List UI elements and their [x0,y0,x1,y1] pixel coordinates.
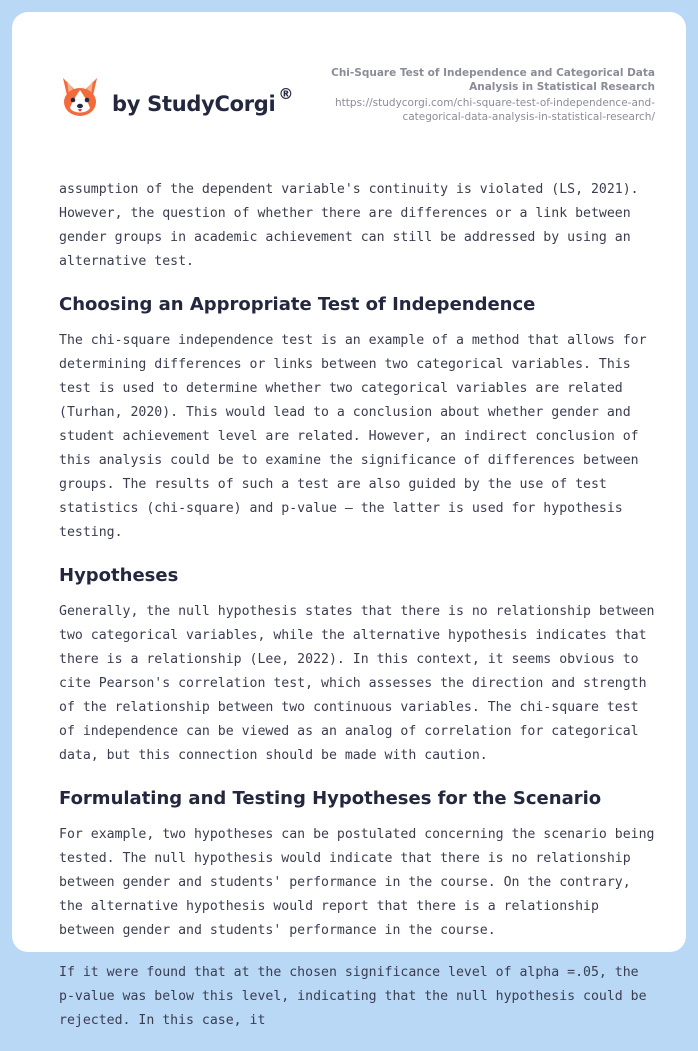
paragraph-choosing-test: The chi-square independence test is an example of a method that allows for determining differences or links between two categorical variables. This test is used to determine whether two categorical variables are related (Turhan, 2020). This would lead to a conclusion about whether gender and student achievement level are related. However, an indirect conclusion of this analysis could be to examine the significance of differences between groups. The results of such a test are also guided by the use of test statistics (chi-square) and p-value — the latter is used for hypothesis testing. [59,333,647,540]
document-body [59,178,659,1051]
studycorgi-logo[interactable] [60,76,293,120]
paragraph-formulating-1: For example, two hypotheses can be postulated concerning the scenario being tested. The null hypothesis would indicate that there is no relationship between gender and students' performance in the course. On the contrary, the alternative hypothesis would report that there is a relationship between gender and students' performance in the course. [59,827,655,938]
paragraph-hypotheses: Generally, the null hypothesis states that there is no relationship between two categorical variables, while the alternative hypothesis indicates that there is a relationship (Lee, 2022). In this context, it seems obvious to cite Pearson's correlation test, which assesses the direction and strength of the relationship between two continuous variables. The chi-square test of independence can be viewed as an analog of correlation for categorical data, but this connection should be made with caution. [59,604,655,763]
section-heading-formulating: Formulating and Testing Hypotheses for the Scenario [59,788,602,809]
document-url-link[interactable]: https://studycorgi.com/chi-square-test-of-independence-and- categorical-data-analysis-in-statistical-research/ [335,97,655,123]
intro-paragraph: assumption of the dependent variable's continuity is violated (LS, 2021). However, the question of whether there are differences or a link between gender groups in academic achievement can still be addressed by using an alternative test. [59,182,639,269]
document-title: Chi-Square Test of Independence and Categorical Data Analysis in Statistical Research [331,67,655,93]
document-meta [295,66,655,124]
page-header [12,12,686,162]
document-page [12,12,686,1028]
corgi-head-icon [60,76,100,120]
brand-name: by StudyCorgi ® [112,84,294,116]
section-heading-choosing-test: Choosing an Appropriate Test of Independence [59,294,536,315]
section-heading-hypotheses: Hypotheses [59,565,179,586]
paragraph-formulating-2: If it were found that at the chosen significance level of alpha =.05, the p-value was below this level, indicating that the null hypothesis could be rejected. In this case, it [59,965,647,1028]
